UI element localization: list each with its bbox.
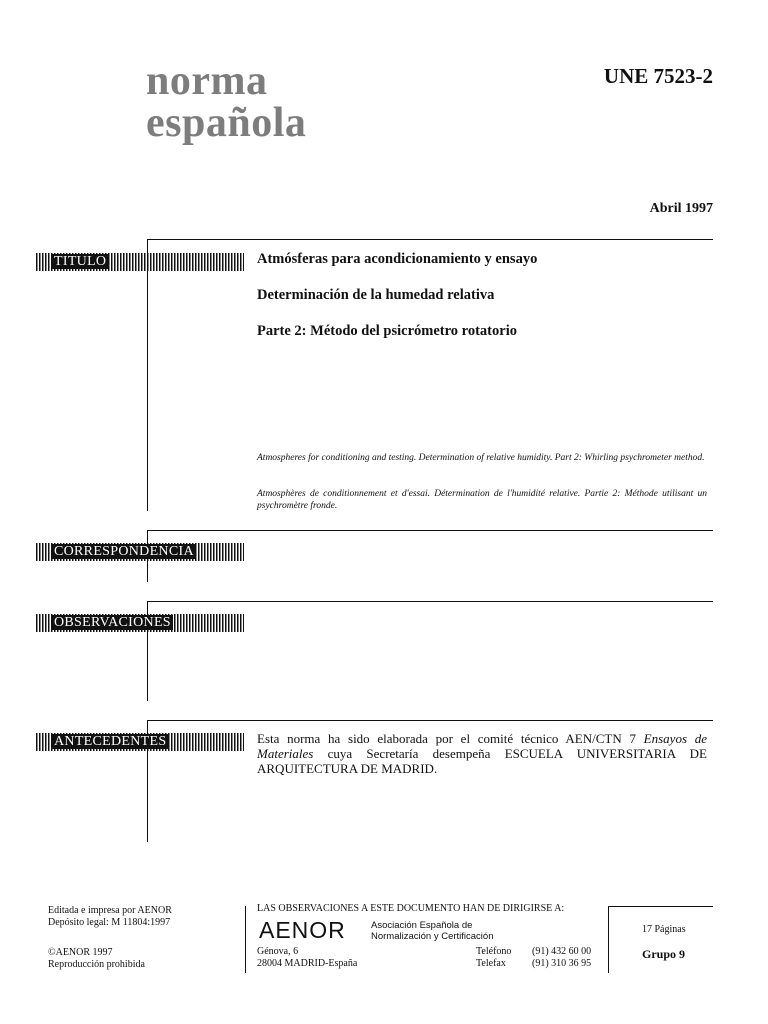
brand-line-1: norma xyxy=(146,58,268,104)
correspondencia-label-text: CORRESPONDENCIA xyxy=(54,544,194,559)
title-english: Atmospheres for conditioning and testing. Determination of relative humidity. Part 2: Whirling psychrometer method. xyxy=(257,453,705,463)
tel-value: (91) 432 60 00 xyxy=(532,946,592,957)
page-count: 17 Páginas xyxy=(642,924,686,935)
title-line-2: Determinación de la humedad relativa xyxy=(257,287,495,303)
observaciones-label xyxy=(36,614,244,632)
footer-address xyxy=(257,946,357,970)
correspondencia-top-rule xyxy=(147,530,713,531)
antecedentes-top-rule xyxy=(147,720,713,721)
observaciones-top-rule xyxy=(147,601,713,602)
address-line-2: 28004 MADRID-España xyxy=(257,958,358,969)
footer-edited: Editada e impresa por AENOR xyxy=(48,905,172,916)
titulo-label xyxy=(36,253,244,271)
titulo-left-rule xyxy=(147,239,148,511)
footer-box-top xyxy=(608,906,713,907)
footer-divider-left xyxy=(245,906,246,973)
observaciones-label-text: OBSERVACIONES xyxy=(54,615,171,630)
title-line-3: Parte 2: Método del psicrómetro rotatorio xyxy=(257,323,517,339)
footer-copyright-block xyxy=(48,947,145,971)
footer-phone-labels xyxy=(476,946,511,970)
footer-divider-right xyxy=(608,906,609,973)
grupo-value: Grupo 9 xyxy=(642,947,686,961)
fax-label: Telefax xyxy=(476,958,506,969)
footer-phone-values xyxy=(532,946,591,970)
publication-date: Abril 1997 xyxy=(649,201,713,216)
title-line-1: Atmósferas para acondicionamiento y ensayo xyxy=(257,251,538,267)
footer-reproduccion: Reproducción prohibida xyxy=(48,959,145,970)
aenor-association xyxy=(371,920,493,942)
footer-edition xyxy=(48,905,172,929)
assoc-line-2: Normalización y Certificación xyxy=(371,931,494,942)
brand-line-2: española xyxy=(146,100,307,146)
brand-title xyxy=(146,60,306,144)
footer-copyright: ©AENOR 1997 xyxy=(48,947,113,958)
antecedentes-text-italic: Ensayos de Materiales xyxy=(257,731,707,761)
antecedentes-text xyxy=(257,731,707,776)
correspondencia-label xyxy=(36,543,244,561)
title-french: Atmosphères de conditionnement et d'essai. Détermination de l'humidité relative. Partie 2: Méthode utilisant un psychromètre fronde. xyxy=(257,489,707,511)
antecedentes-label-text: ANTECEDENTES xyxy=(54,734,167,749)
aenor-logo: AENOR xyxy=(259,917,346,943)
titulo-top-rule xyxy=(147,239,713,240)
address-line-1: Génova, 6 xyxy=(257,946,299,957)
antecedentes-text-b: cuya Secretaría desempeña ESCUELA UNIVERSITARIA DE ARQUITECTURA DE MADRID. xyxy=(257,746,707,776)
fax-value: (91) 310 36 95 xyxy=(532,958,592,969)
tel-label: Teléfono xyxy=(476,946,512,957)
antecedentes-label xyxy=(36,733,244,751)
antecedentes-text-a: Esta norma ha sido elaborada por el comité técnico AEN/CTN 7 xyxy=(257,731,644,746)
footer-observaciones-heading: LAS OBSERVACIONES A ESTE DOCUMENTO HAN DE DIRIGIRSE A: xyxy=(257,903,565,914)
footer-deposito: Depósito legal: M 11804:1997 xyxy=(48,917,171,928)
titulo-label-text: TITULO xyxy=(54,254,107,269)
assoc-line-1: Asociación Española de xyxy=(371,920,473,931)
standard-code: UNE 7523-2 xyxy=(603,64,713,88)
